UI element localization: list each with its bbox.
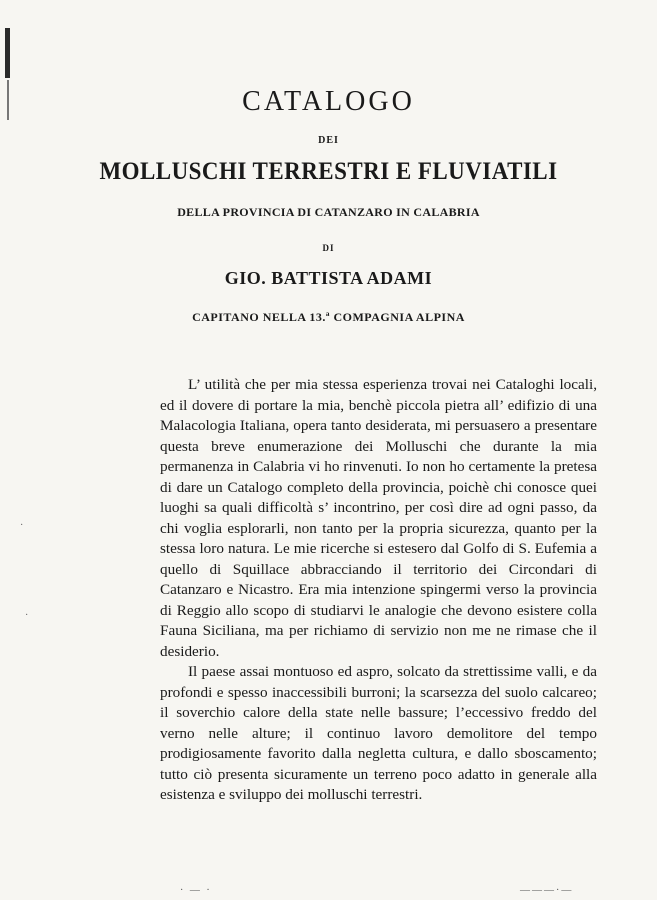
- margin-speck: ·: [25, 610, 29, 621]
- province-line: DELLA PROVINCIA DI CATANZARO IN CALABRIA: [177, 205, 480, 219]
- footer-speckle-left: · — ·: [180, 885, 212, 896]
- body-text: [160, 375, 597, 806]
- footer-speckle-right: ———·—: [520, 885, 574, 896]
- subtitle-dei: DEI: [318, 135, 339, 146]
- main-title: MOLLUSCHI TERRESTRI E FLUVIATILI: [99, 158, 558, 185]
- title-catalogo: CATALOGO: [242, 86, 415, 117]
- paragraph-2: Il paese assai montuoso ed aspro, solcato da strettissime valli, e da profondi e spesso inaccessibili burroni; la scarsezza del suolo calcareo; il soverchio calore della state nelle bassure; l’eccessivo freddo del verno nelle alture; il continuo lavoro demolitore del tempo prodigiosamente favorito dalla negletta cultura, e dallo sboscamento; tutto ciò presenta sicuramente un terreno poco adatto in generale alla esistenza e sviluppo dei molluschi terrestri.: [160, 663, 597, 803]
- scan-edge-shadow: [5, 28, 10, 78]
- author-rank: CAPITANO NELLA 13.ª COMPAGNIA ALPINA: [192, 310, 465, 324]
- by-di: DI: [322, 243, 335, 253]
- margin-speck: ·: [20, 520, 24, 531]
- author-name: GIO. BATTISTA ADAMI: [224, 268, 433, 288]
- paragraph-1: L’ utilità che per mia stessa esperienza trovai nei Cataloghi locali, ed il dovere di portare la mia, benchè piccola pietra all’ edifizio di una Malacologia Italiana, opera tanto desiderata, mi persuasero a presentare questa breve enumerazione dei Molluschi che durante la mia permanenza in Calabria vi ho rinvenuti. Io non ho certamente la pretesa di dare un Catalogo completo della provincia, poichè chi conosce quei luoghi sa quali difficoltà s’ incontrino, per così dire ad ogni passo, da chi voglia esplorarli, non tanto per la propria sicurezza, quanto per la stessa loro natura. Le mie ricerche si estesero dal Golfo di S. Eufemia a quello di Squillace abbracciando il territorio dei Circondari di Catanzaro e Nicastro. Era mia intenzione spingermi verso la provincia di Reggio allo scopo di studiarvi le analogie che devono esistere colla Fauna Siciliana, ma per richiamo di servizio non me ne rimase che il desiderio.: [160, 376, 597, 660]
